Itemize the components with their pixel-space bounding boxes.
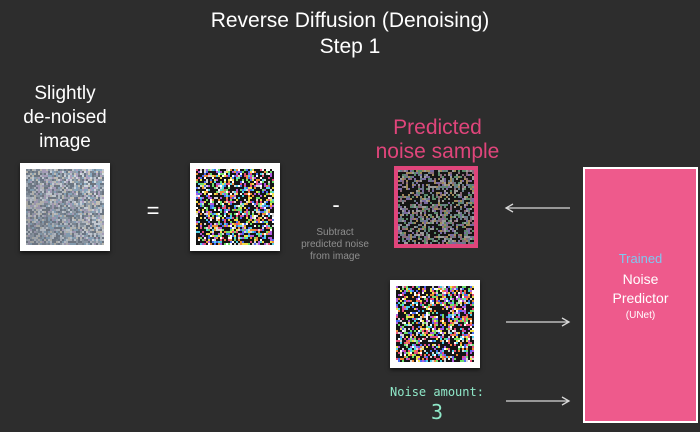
noise-amount-label: Noise amount: <box>390 385 484 399</box>
noise-predictor-unet <box>583 167 698 423</box>
minus-sign: - <box>332 192 340 217</box>
predictor-line-1: Noise <box>622 271 659 287</box>
arrow-noise-amount-to-predictor <box>506 397 569 405</box>
trained-label: Trained <box>618 251 663 266</box>
denoised-image-label: Slightly de-noised image <box>23 83 107 152</box>
predictor-line-3: (UNet) <box>625 310 656 321</box>
predicted-noise-label: Predicted noise sample <box>375 116 500 163</box>
predictor-line-2: Predictor <box>612 290 669 306</box>
noise-amount-value: 3 <box>430 400 444 424</box>
equals-sign: = <box>146 198 160 223</box>
arrow-image-to-predictor <box>506 318 569 326</box>
subtract-caption: Subtract predicted noise from image <box>301 227 369 262</box>
title-line-1: Reverse Diffusion (Denoising) <box>210 9 490 32</box>
arrow-to-predicted-noise <box>506 204 570 212</box>
title-line-2: Step 1 <box>319 35 381 58</box>
